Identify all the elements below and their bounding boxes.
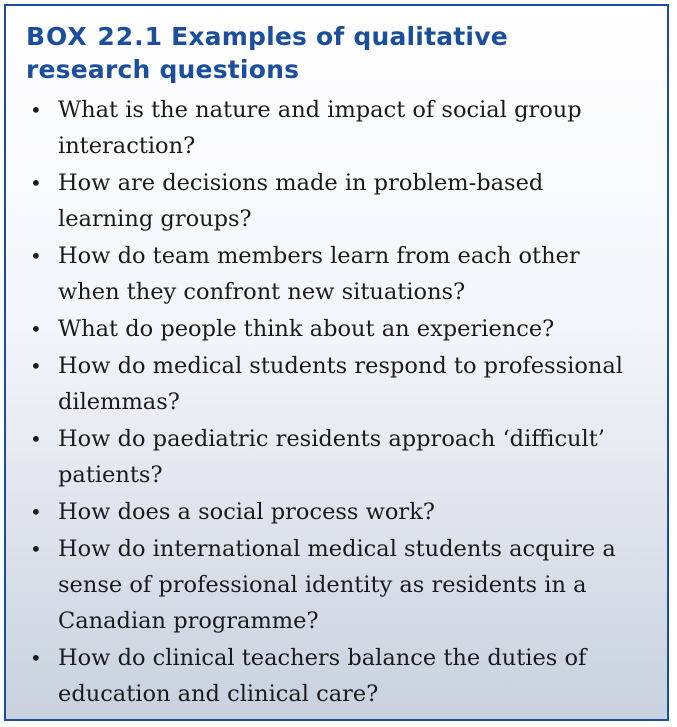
bullet-icon: • — [30, 317, 42, 341]
question-list — [28, 92, 643, 713]
list-item-text: How do paediatric residents approach ‘difficult’ patients? — [58, 426, 605, 488]
bullet-icon: • — [30, 427, 42, 451]
list-item — [28, 531, 643, 639]
list-item-text: How do clinical teachers balance the duties of education and clinical care? — [58, 645, 587, 707]
list-item — [28, 494, 643, 530]
list-item-text: How do medical students respond to professional dilemmas? — [58, 353, 623, 415]
list-item-text: What is the nature and impact of social group interaction? — [58, 97, 582, 159]
list-item-text: What do people think about an experience? — [58, 316, 555, 342]
list-item-text: How are decisions made in problem-based learning groups? — [58, 170, 544, 232]
bullet-icon: • — [30, 244, 42, 268]
bullet-icon: • — [30, 354, 42, 378]
list-item-text: How do team members learn from each other when they confront new situations? — [58, 243, 580, 305]
list-item — [28, 640, 643, 712]
bullet-icon: • — [30, 646, 42, 670]
list-item — [28, 421, 643, 493]
list-item — [28, 311, 643, 347]
box-title-line2: research questions — [26, 55, 300, 84]
list-item-text: How does a social process work? — [58, 499, 435, 525]
bullet-icon: • — [30, 537, 42, 561]
box-title — [26, 20, 508, 86]
list-item — [28, 92, 643, 164]
box-label: BOX 22.1 — [26, 22, 164, 51]
list-item — [28, 348, 643, 420]
box-title-line1: Examples of qualitative — [171, 22, 508, 51]
bullet-icon: • — [30, 500, 42, 524]
list-item — [28, 238, 643, 310]
bullet-icon: • — [30, 171, 42, 195]
list-item — [28, 165, 643, 237]
list-item-text: How do international medical students acquire a sense of professional identity as residents in a Canadian programme? — [58, 536, 616, 634]
bullet-icon: • — [30, 98, 42, 122]
text-box — [4, 4, 669, 721]
